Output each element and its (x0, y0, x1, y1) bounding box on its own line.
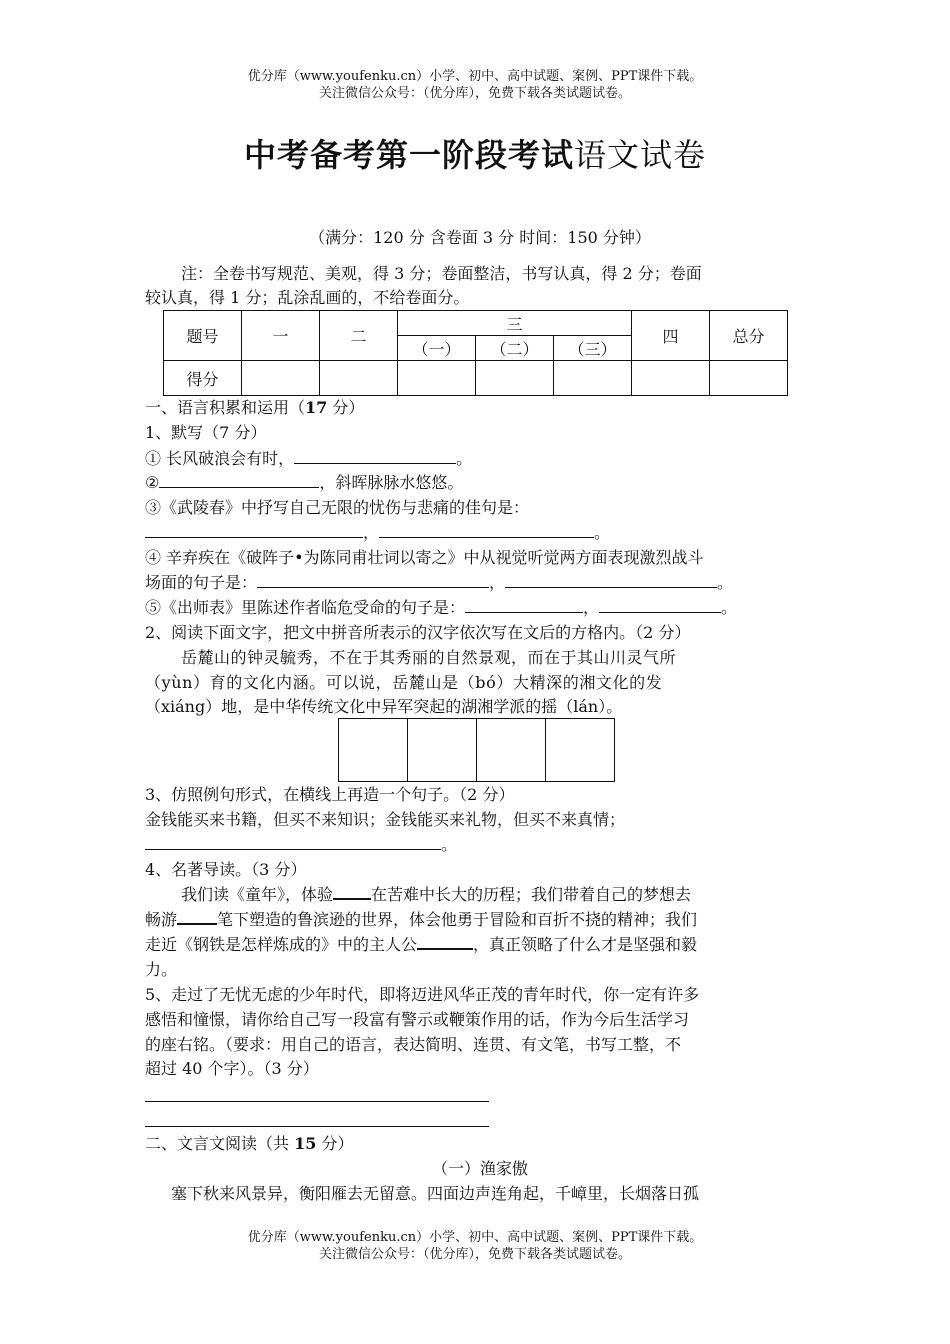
exam-info: （满分：120 分 含卷面 3 分 时间：150 分钟） (309, 228, 651, 247)
question-3-example: 金钱能买来书籍，但买不来知识；金钱能买来礼物，但买不来真情； (145, 810, 626, 829)
section-1-heading: 一、语言积累和运用（17 分） (145, 398, 365, 417)
poem-title: （一）渔家傲 (431, 1159, 528, 1178)
question-5-line-1: 5、走过了无忧无虑的少年时代，即将迈进风华正茂的青年时代，你一定有许多 (145, 985, 700, 1004)
answer-line[interactable] (145, 1101, 489, 1102)
question-1-item-3: ③《武陵春》中抒写自己无限的忧伤与悲痛的佳句是： (145, 498, 530, 517)
question-1-item-4-blanks: 场面的句子是： ， 。 (145, 573, 734, 592)
footer-line-2: 关注微信公众号：（优分库），免费下载各类试题试卷。 (318, 1247, 631, 1262)
header-line-1: 优分库（www.youfenku.cn）小学、初中、高中试题、案例、PPT课件下载。 (247, 69, 703, 84)
question-2-passage-1: 岳麓山的钟灵毓秀，不在于其秀丽的自然景观，而在于其山川灵气所 (181, 648, 677, 667)
question-1-item-4: ④ 辛弃疾在《破阵子•为陈同甫壮词以寄之》中从视觉听觉两方面表现激烈战斗 (145, 548, 704, 567)
question-3: 3、仿照例句形式，在横线上再造一个句子。（2 分） (145, 785, 515, 804)
score-table: 题号 一 二 三 四 总分 （一） （二） （三） 得分 (163, 310, 788, 396)
footer-line-1: 优分库（www.youfenku.cn）小学、初中、高中试题、案例、PPT课件下载。 (247, 1230, 703, 1245)
question-5-line-2: 感悟和憧憬，请你给自己写一段富有警示或鞭策作用的话，作为今后生活学习 (145, 1010, 690, 1029)
question-1-item-5: ⑤《出师表》里陈述作者临危受命的句子是： ， 。 (145, 598, 738, 617)
question-1-item-2: ② ，斜晖脉脉水悠悠。 (145, 473, 464, 492)
question-4-line-3: 走近《钢铁是怎样炼成的》中的主人公 ，真正领略了什么才是坚强和毅 (145, 935, 698, 954)
header-line-2: 关注微信公众号：（优分库），免费下载各类试题试卷。 (318, 86, 631, 101)
page-title: 中考备考第一阶段考试语文试卷 (243, 136, 707, 174)
question-4-line-1: 我们读《童年》，体验 在苦难中长大的历程；我们带着自己的梦想去 (181, 885, 692, 904)
question-1-item-1: ① 长风破浪会有时， 。 (145, 449, 473, 468)
section-2-heading: 二、文言文阅读（共 15 分） (145, 1134, 354, 1153)
answer-box[interactable] (339, 719, 408, 781)
answer-box[interactable] (546, 719, 614, 781)
answer-line[interactable] (145, 1126, 489, 1127)
answer-box[interactable] (408, 719, 477, 781)
question-3-answer: 。 (145, 833, 815, 857)
note-line-1: 注：全卷书写规范、美观，得 3 分；卷面整洁，书写认真，得 2 分；卷面 (181, 264, 702, 283)
poem-text: 塞下秋来风景异，衡阳雁去无留意。四面边声连角起，千嶂里，长烟落日孤 (171, 1184, 700, 1203)
answer-boxes[interactable] (338, 718, 615, 782)
question-2-passage-3: （xiáng）地，是中华传统文化中异军突起的湖湘学派的摇（lán）。 (145, 697, 623, 716)
question-4-line-2: 畅游 笔下塑造的鲁滨逊的世界，体会他勇于冒险和百折不挠的精神；我们 (145, 910, 698, 929)
question-1-item-3-blanks: ， 。 (145, 521, 815, 545)
question-5-line-3: 的座右铭。（要求：用自己的语言，表达简明、连贯、有文笔，书写工整，不 (145, 1035, 682, 1054)
question-2: 2、阅读下面文字，把文中拼音所表示的汉字依次写在文后的方格内。（2 分） (145, 623, 691, 642)
question-4-line-4: 力。 (145, 960, 178, 979)
question-4: 4、名著导读。（3 分） (145, 860, 307, 879)
question-2-passage-2: （yùn）育的文化内涵。可以说，岳麓山是（bó）大精深的湘文化的发 (145, 673, 663, 692)
answer-box[interactable] (477, 719, 546, 781)
question-1: 1、默写（7 分） (145, 423, 267, 442)
question-5-line-4: 超过 40 个字）。（3 分） (145, 1059, 319, 1078)
note-line-2: 较认真，得 1 分；乱涂乱画的，不给卷面分。 (145, 288, 470, 307)
